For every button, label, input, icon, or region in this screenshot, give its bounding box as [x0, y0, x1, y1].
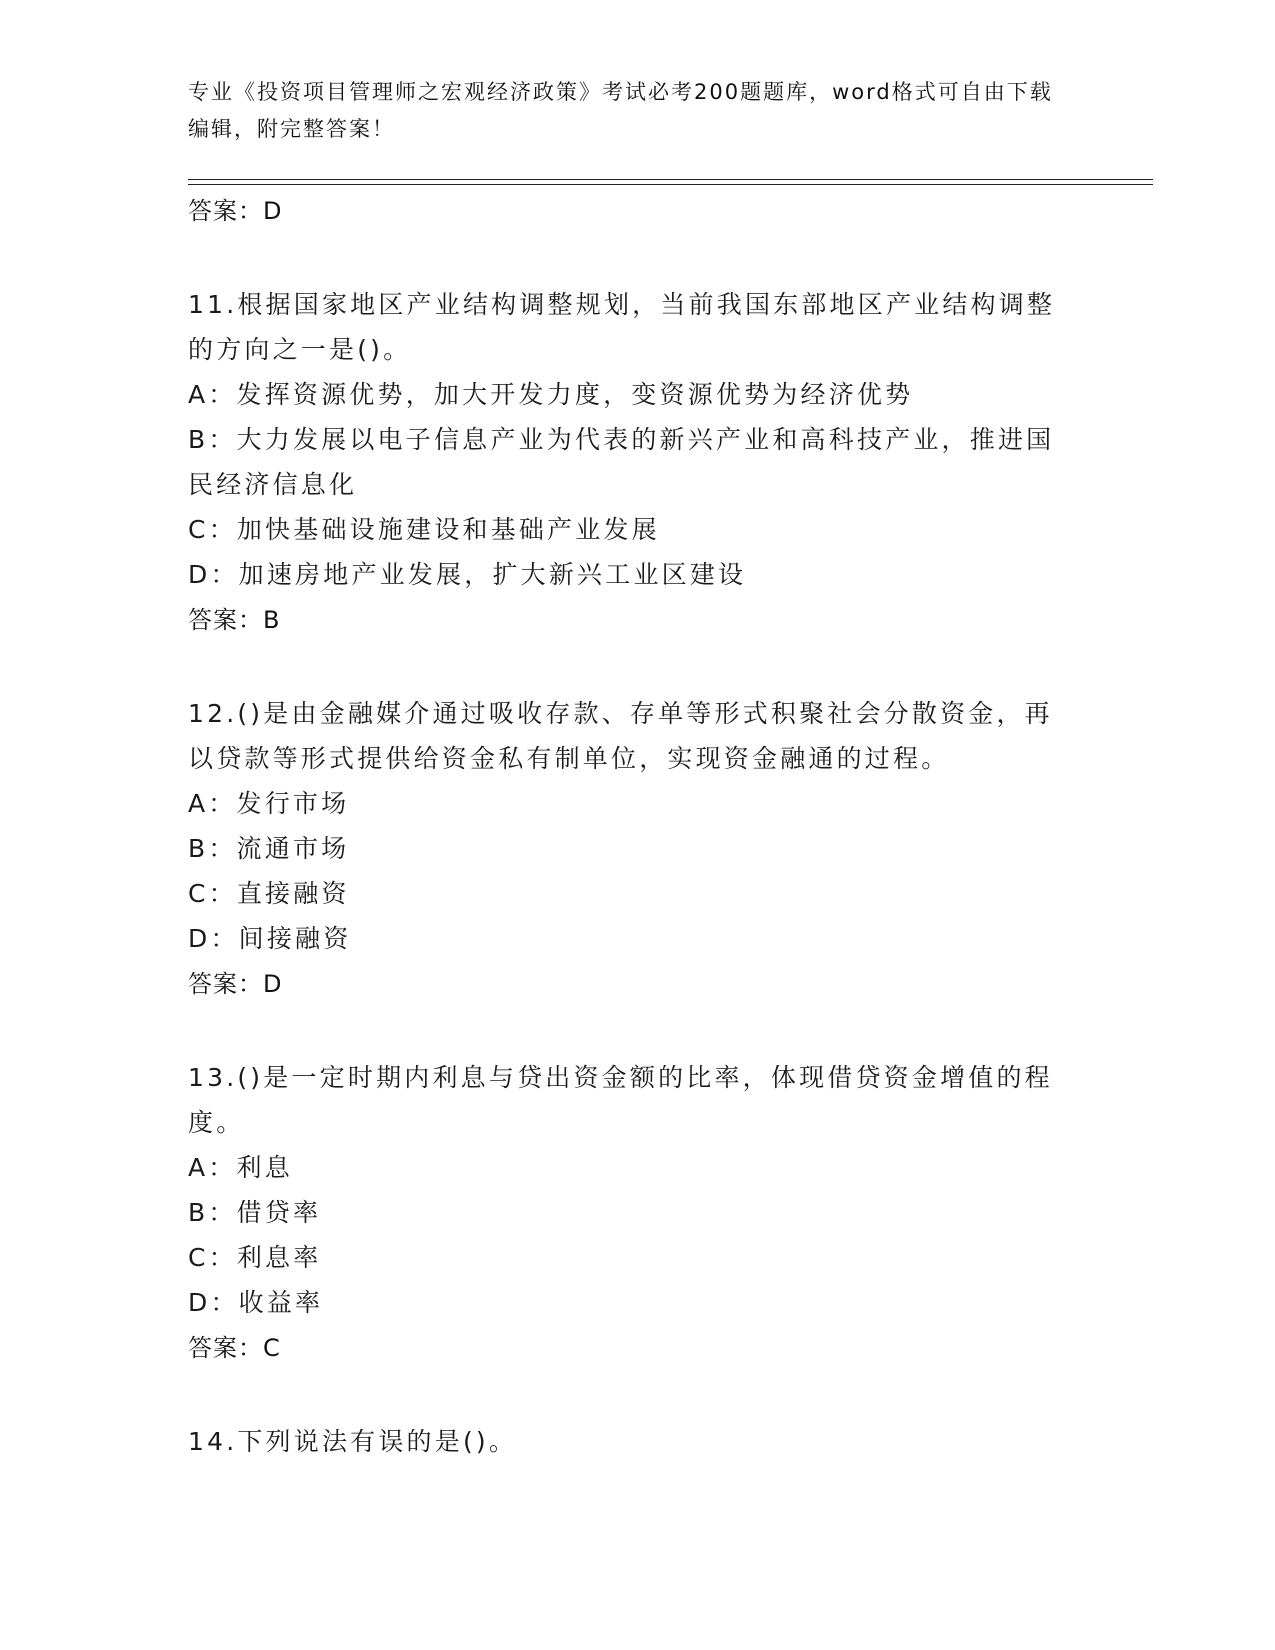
- option-c: C：加快基础设施建设和基础产业发展: [188, 515, 660, 544]
- option-d: D：加速房地产业发展，扩大新兴工业区建设: [188, 560, 747, 589]
- option-c: C：直接融资: [188, 879, 350, 908]
- document-intro: 专业《投资项目管理师之宏观经济政策》考试必考200题题库，word格式可自由下载编辑，附完整答案！: [188, 80, 1053, 141]
- question-text: 11.根据国家地区产业结构调整规划，当前我国东部地区产业结构调整的方向之一是()。: [188, 290, 1056, 364]
- question-text: 14.下列说法有误的是()。: [188, 1427, 518, 1456]
- question-text: 12.()是由金融媒介通过吸收存款、存单等形式积聚社会分散资金，再以贷款等形式提供给资金私有制单位，实现资金融通的过程。: [188, 699, 1053, 773]
- option-c: C：利息率: [188, 1243, 322, 1272]
- answer-line: 答案：D: [188, 970, 283, 998]
- option-d: D：收益率: [188, 1288, 324, 1317]
- question-12: [188, 691, 1088, 1007]
- answer-line: 答案：B: [188, 606, 281, 634]
- option-b: B：大力发展以电子信息产业为代表的新兴产业和高科技产业，推进国民经济信息化: [188, 425, 1055, 499]
- option-a: A：利息: [188, 1153, 293, 1182]
- question-11: [188, 282, 1088, 643]
- option-b: B：借贷率: [188, 1198, 322, 1227]
- option-b: B：流通市场: [188, 834, 350, 863]
- question-list: [188, 188, 1088, 1464]
- question-13: [188, 1055, 1088, 1371]
- answer-line: 答案：C: [188, 1334, 281, 1362]
- question-14: [188, 1419, 1088, 1464]
- question-text: 13.()是一定时期内利息与贷出资金额的比率，体现借贷资金增值的程度。: [188, 1063, 1053, 1137]
- option-d: D：间接融资: [188, 924, 352, 953]
- option-a: A：发行市场: [188, 789, 350, 818]
- option-a: A：发挥资源优势，加大开发力度，变资源优势为经济优势: [188, 380, 914, 409]
- header-divider-top: [188, 179, 1153, 180]
- header-divider-bottom: [188, 184, 1153, 185]
- answer-line: 答案：D: [188, 197, 283, 225]
